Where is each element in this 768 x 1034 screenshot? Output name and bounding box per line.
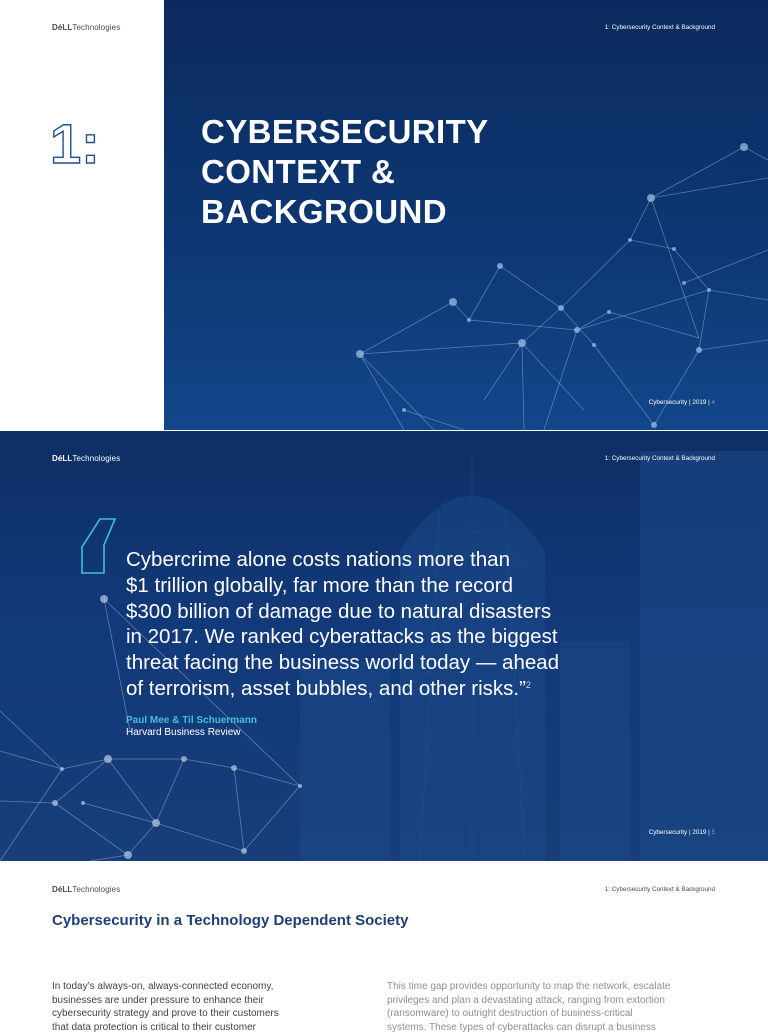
page-edge [748, 862, 768, 1024]
quote-mark-icon [80, 517, 118, 579]
text-line: privileges and plan a devastating attack, ranging from extortion [387, 994, 665, 1006]
page-number: 4 [711, 399, 715, 406]
chapter-title-line: CYBERSECURITY [201, 113, 489, 150]
quote-source: Harvard Business Review [126, 727, 241, 738]
running-header: 1: Cybersecurity Context & Background [604, 24, 715, 31]
quote-line: $300 billion of damage due to natural disasters [126, 599, 552, 623]
page-number: 5 [711, 829, 715, 836]
chapter-title-line: CONTEXT & [201, 153, 396, 190]
pull-quote [126, 547, 666, 702]
running-header: 1: Cybersecurity Context & Background [604, 455, 715, 462]
quote-author: Paul Mee & Til Schuermann [126, 715, 257, 726]
quote-line: Cybercrime alone costs nations more than [126, 548, 510, 571]
footer-label: Cybersecurity | 2019 | [648, 399, 712, 406]
section-title: Cybersecurity in a Technology Dependent Society [52, 912, 409, 929]
left-column-text [52, 980, 352, 1034]
text-line: In today’s always-on, always-connected economy, [52, 981, 274, 992]
white-margin-strip [0, 0, 164, 430]
dell-technologies-logo: DéLLTechnologies [52, 454, 121, 463]
page-footer [649, 399, 715, 406]
text-line: systems. These types of cyberattacks can disrupt a business [387, 1021, 656, 1033]
footnote-marker: 2 [525, 679, 531, 690]
right-column-text [387, 980, 687, 1034]
text-line: cybersecurity strategy and prove to their customers [52, 1008, 279, 1020]
quote-line: threat facing the business world today — ahead [126, 651, 560, 675]
chapter-number: 1: [50, 112, 100, 175]
text-line: that data protection is critical to their customer [52, 1021, 256, 1033]
quote-line-last: of terrorism, asset bubbles, and other risks.”$^2$ [126, 676, 531, 700]
quote-line: $1 trillion globally, far more than the record [126, 573, 514, 597]
text-line: (ransomware) to outright destruction of business-critical [387, 1008, 633, 1020]
chapter-number-outline [50, 112, 100, 175]
page-4-chapter-cover [0, 0, 768, 430]
page-5-quote [0, 431, 768, 861]
running-header: 1: Cybersecurity Context & Background [604, 886, 715, 893]
dell-technologies-logo: DéLLTechnologies [52, 885, 121, 894]
dell-technologies-logo: DéLLTechnologies [52, 23, 121, 32]
page-footer [649, 829, 715, 836]
page-6-article [0, 862, 768, 1033]
quote-line: in 2017. We ranked cyberattacks as the biggest [126, 625, 558, 649]
text-line: businesses are under pressure to enhance their [52, 994, 264, 1006]
chapter-title [201, 112, 561, 232]
text-line: This time gap provides opportunity to map the network, escalate [387, 981, 671, 992]
chapter-title-line: BACKGROUND [201, 193, 447, 230]
footer-label: Cybersecurity | 2019 | [648, 829, 712, 836]
